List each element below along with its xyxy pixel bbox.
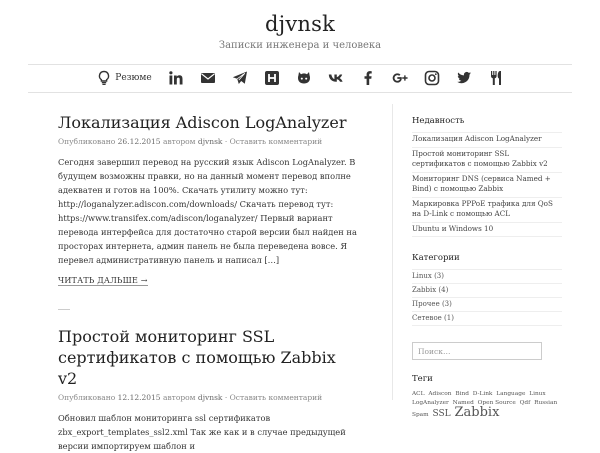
habr-link[interactable] <box>264 66 280 90</box>
post-excerpt: Сегодня завершил перевод на русский язык Adiscon LogAnalyzer. В будущем возможны правки, но на данный момент перевод вполне адекватен и готов на 100%. Скачать утилиту можно тут: http://loganalyzer.adiscon.com/downloads/ Скачать перевод тут: https://www.transifex.com/adiscon/loganalyzer/ Первый вариант перевода интерфейса для достаточно старой версии был найден на просторах интернета, админ панель не была переведена вовсе. Я перевел административную панель и написал […] <box>58 157 357 265</box>
post-title[interactable]: Локализация Adiscon LogAnalyzer <box>58 113 347 132</box>
tag-link[interactable]: SSL <box>432 409 451 419</box>
sidebar-divider <box>392 104 393 400</box>
resume-label[interactable]: Резюме <box>115 73 152 83</box>
email-link[interactable] <box>200 66 216 90</box>
post-list <box>58 104 358 453</box>
categories-list <box>412 269 562 326</box>
recent-post-link[interactable]: Локализация Adiscon LogAnalyzer <box>412 134 542 143</box>
categories-title: Категории <box>412 253 460 263</box>
post-meta <box>58 137 358 146</box>
search-widget <box>412 342 562 360</box>
habr-icon <box>264 70 280 86</box>
resume-link[interactable] <box>96 66 151 90</box>
twitter-icon <box>456 70 472 86</box>
category-item[interactable] <box>412 284 562 298</box>
github-icon <box>296 70 312 86</box>
post-date[interactable]: 26.12.2015 <box>117 137 161 146</box>
google-plus-link[interactable] <box>392 66 408 90</box>
category-item[interactable] <box>412 312 562 326</box>
category-link[interactable]: Zabbix (4) <box>412 286 449 294</box>
social-nav <box>0 66 600 90</box>
post-separator <box>58 309 70 310</box>
telegram-link[interactable] <box>232 66 248 90</box>
post-meta <box>58 393 358 402</box>
email-icon <box>200 70 216 86</box>
recent-post-item[interactable] <box>412 173 562 198</box>
telegram-icon <box>232 70 248 86</box>
recent-posts-widget <box>412 116 562 237</box>
category-link[interactable]: Прочее (3) <box>412 300 452 308</box>
twitter-link[interactable] <box>456 66 472 90</box>
tag-link[interactable]: Linux <box>529 391 546 397</box>
categories-widget <box>412 253 562 326</box>
lightbulb-icon <box>96 70 112 86</box>
facebook-link[interactable] <box>360 66 376 90</box>
post-excerpt: Обновил шаблон мониторинга ssl сертификатов zbx_export_templates_ssl2.xml Так же как и в случае предыдущей версии импортируем шаблон и <box>58 413 346 451</box>
post-author[interactable]: djvnsk <box>197 393 223 402</box>
tags-title: Теги <box>412 374 433 384</box>
facebook-icon <box>360 70 376 86</box>
search-input[interactable]: Поиск… <box>412 342 542 360</box>
tag-link[interactable]: Zabbix <box>454 405 500 420</box>
sidebar <box>412 116 562 420</box>
recent-post-item[interactable] <box>412 198 562 223</box>
recent-post-link[interactable]: Мониторинг DNS (сервиса Named + Bind) с помощью Zabbix <box>412 173 551 193</box>
post-comment-link[interactable]: · Оставить комментарий <box>224 393 323 402</box>
recent-post-link[interactable]: Ubuntu и Windows 10 <box>412 223 494 233</box>
post-date[interactable]: 12.12.2015 <box>117 393 161 402</box>
category-link[interactable]: Linux (3) <box>412 272 444 280</box>
instagram-icon <box>424 70 440 86</box>
category-item[interactable] <box>412 298 562 312</box>
foursquare-icon <box>488 70 504 86</box>
recent-post-link[interactable]: Маркировка PPPoE трафика для QoS на D-Link с помощью ACL <box>412 198 553 218</box>
google-plus-icon <box>392 70 408 86</box>
vk-icon <box>328 70 344 86</box>
tag-link[interactable]: Bind <box>455 391 469 397</box>
post-author-prefix: автором <box>162 137 196 146</box>
post <box>58 112 358 287</box>
linkedin-link[interactable] <box>168 66 184 90</box>
foursquare-link[interactable] <box>488 66 504 90</box>
tag-link[interactable]: Qdf <box>519 400 531 406</box>
github-link[interactable] <box>296 66 312 90</box>
linkedin-icon <box>168 70 184 86</box>
tag-cloud <box>412 390 562 420</box>
post-title[interactable]: Простой мониторинг SSL сертификатов с помощью Zabbix v2 <box>58 327 336 388</box>
category-link[interactable]: Сетевое (1) <box>412 314 454 322</box>
site-title[interactable]: djvnsk <box>264 12 336 36</box>
recent-post-item[interactable] <box>412 223 562 238</box>
tag-link[interactable]: Russian <box>534 400 558 406</box>
post-meta-prefix: Опубликовано <box>58 137 116 146</box>
tag-link[interactable]: Named <box>452 400 474 406</box>
tag-link[interactable]: Adiscon <box>428 391 452 397</box>
tag-link[interactable]: Language <box>496 391 526 397</box>
tag-link[interactable]: D-Link <box>472 391 493 397</box>
post-meta-prefix: Опубликовано <box>58 393 116 402</box>
recent-posts-list <box>412 132 562 237</box>
post-author-prefix: автором <box>162 393 196 402</box>
header-divider-bottom <box>28 92 572 93</box>
header-divider-top <box>28 64 572 65</box>
tag-link[interactable]: Spam <box>412 412 429 418</box>
tag-link[interactable]: LogAnalyzer <box>412 400 449 406</box>
post-author[interactable]: djvnsk <box>197 137 223 146</box>
post <box>58 326 358 453</box>
recent-posts-title: Недавность <box>412 116 465 126</box>
tag-link[interactable]: ACL <box>412 391 425 397</box>
vk-link[interactable] <box>328 66 344 90</box>
recent-post-item[interactable] <box>412 132 562 148</box>
instagram-link[interactable] <box>424 66 440 90</box>
tag-link[interactable]: Open Source <box>477 400 516 406</box>
recent-post-link[interactable]: Простой мониторинг SSL сертификатов с помощью Zabbix v2 <box>412 148 548 168</box>
tags-widget <box>412 374 562 420</box>
site-description: Записки инженера и человека <box>218 40 382 51</box>
recent-post-item[interactable] <box>412 148 562 173</box>
read-more-link[interactable]: ЧИТАТЬ ДАЛЬШЕ → <box>58 276 148 285</box>
post-comment-link[interactable]: · Оставить комментарий <box>224 137 323 146</box>
category-item[interactable] <box>412 269 562 284</box>
